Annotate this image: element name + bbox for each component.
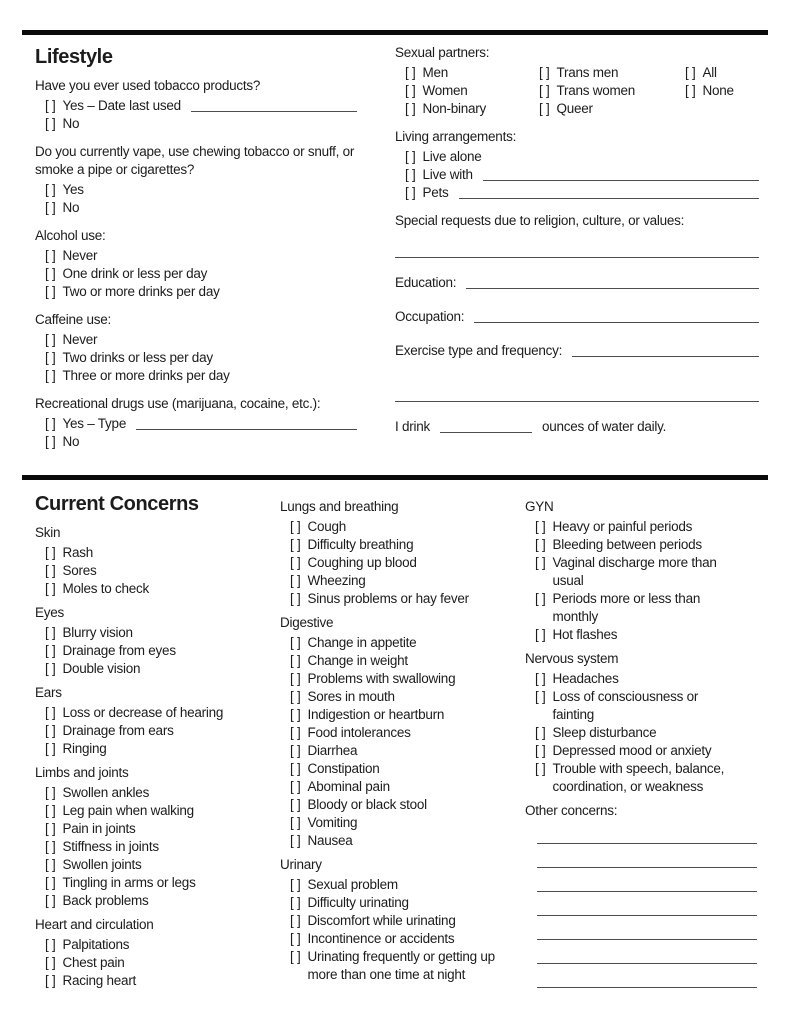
option-label: Hot flashes [552, 627, 618, 642]
option-label: None [702, 83, 734, 98]
option-never [35, 247, 377, 265]
checkbox-all[interactable]: [ ] [685, 65, 696, 80]
option-label: Two drinks or less per day [62, 350, 213, 365]
option-difficulty-urinating [280, 894, 497, 912]
option-label: Three or more drinks per day [62, 368, 230, 383]
option-ringing [35, 740, 272, 758]
option-food-intolerances [280, 724, 497, 742]
option-label: One drink or less per day [62, 266, 208, 281]
group-nervous-system [525, 650, 757, 796]
option-periods-more-or-less-than-monthly [525, 590, 757, 626]
checkbox-sores[interactable]: [ ] [45, 563, 56, 578]
option-problems-with-swallowing [280, 670, 497, 688]
option-label: Drainage from eyes [62, 643, 176, 658]
checkbox-moles-to-check[interactable]: [ ] [45, 581, 56, 596]
option-label: Swollen ankles [62, 785, 150, 800]
checkbox-chest-pain[interactable]: [ ] [45, 955, 56, 970]
checkbox-two-or-more-drinks-per-day[interactable]: [ ] [45, 284, 56, 299]
checkbox-vomiting[interactable]: [ ] [290, 815, 301, 830]
option-heavy-or-painful-periods [525, 518, 757, 536]
option-sexual-problem [280, 876, 497, 894]
option-label: Pets [422, 185, 449, 200]
checkbox-double-vision[interactable]: [ ] [45, 661, 56, 676]
option-wheezing [280, 572, 497, 590]
prompt-recreational-drugs-use-marijuana-cocaine-e: Recreational drugs use (marijuana, cocaine, etc.): [35, 396, 321, 411]
checkbox-abominal-pain[interactable]: [ ] [290, 779, 301, 794]
checkbox-never[interactable]: [ ] [45, 332, 56, 347]
checkbox-cough[interactable]: [ ] [290, 519, 301, 534]
question-have-you-ever-used-tobacco-products [35, 77, 377, 133]
option-label: Yes – Date last used [62, 98, 181, 113]
option-label: Pain in joints [62, 821, 136, 836]
option-label: Men [422, 65, 449, 80]
option-sinus-problems-or-hay-fever [280, 590, 497, 608]
option-swollen-joints [35, 856, 272, 874]
checkbox-swollen-ankles[interactable]: [ ] [45, 785, 56, 800]
option-label: No [62, 116, 80, 131]
option-two-drinks-or-less-per-day [35, 349, 377, 367]
checkbox-difficulty-urinating[interactable]: [ ] [290, 895, 301, 910]
checkbox-periods-more-or-less-than-monthly[interactable]: [ ] [535, 591, 546, 606]
grid-column-1 [395, 64, 529, 118]
option-label: Problems with swallowing [307, 671, 456, 686]
checkbox-yes-date-last-used[interactable]: [ ] [45, 98, 56, 113]
option-label: Periods more or less than monthly [552, 591, 701, 624]
group-skin [35, 524, 272, 598]
write-in-line[interactable] [459, 198, 759, 199]
checkbox-men[interactable]: [ ] [405, 65, 416, 80]
group-digestive [280, 614, 497, 850]
checkbox-change-in-weight[interactable]: [ ] [290, 653, 301, 668]
checkbox-trans-women[interactable]: [ ] [539, 83, 550, 98]
checkbox-change-in-appetite[interactable]: [ ] [290, 635, 301, 650]
option-label: Bloody or black stool [307, 797, 427, 812]
write-in-line[interactable] [483, 180, 759, 181]
option-label: Change in weight [307, 653, 408, 668]
question-do-you-currently-vape-use-chewing-tobacco- [35, 143, 377, 217]
checkbox-wheezing[interactable]: [ ] [290, 573, 301, 588]
checkbox-live-with[interactable]: [ ] [405, 167, 416, 182]
question-sexual-partners [395, 44, 759, 118]
option-label: Depressed mood or anxiety [552, 743, 712, 758]
checkbox-difficulty-breathing[interactable]: [ ] [290, 537, 301, 552]
prompt-caffeine-use: Caffeine use: [35, 312, 112, 327]
write-in-line[interactable] [474, 322, 759, 323]
option-urinating-frequently-or-getting-up-more-th [280, 948, 497, 984]
option-sores [35, 562, 272, 580]
option-hot-flashes [525, 626, 757, 644]
option-label: Double vision [62, 661, 141, 676]
option-label: Blurry vision [62, 625, 133, 640]
prompt-ears: Ears [35, 685, 62, 700]
option-label: Abominal pain [307, 779, 390, 794]
prompt-urinary: Urinary [280, 857, 322, 872]
field-label: Occupation: [395, 309, 465, 324]
section-lifestyle [35, 35, 759, 461]
option-label: Back problems [62, 893, 149, 908]
option-label: All [702, 65, 717, 80]
option-label: Sexual problem [307, 877, 398, 892]
checkbox-constipation[interactable]: [ ] [290, 761, 301, 776]
checkbox-yes-type[interactable]: [ ] [45, 416, 56, 431]
write-in-line[interactable] [537, 892, 757, 916]
option-drainage-from-ears [35, 722, 272, 740]
option-label: Racing heart [62, 973, 137, 988]
option-change-in-weight [280, 652, 497, 670]
option-coughing-up-blood [280, 554, 497, 572]
option-sores-in-mouth [280, 688, 497, 706]
option-live-with [395, 166, 759, 184]
option-no [35, 115, 377, 133]
option-label: Ringing [62, 741, 107, 756]
option-label: Rash [62, 545, 94, 560]
option-label: Change in appetite [307, 635, 417, 650]
option-yes [35, 181, 377, 199]
write-in-line[interactable] [191, 111, 357, 112]
option-depressed-mood-or-anxiety [525, 742, 757, 760]
option-racing-heart [35, 972, 272, 990]
option-no [35, 199, 377, 217]
checkbox-trans-men[interactable]: [ ] [539, 65, 550, 80]
option-label: Never [62, 332, 98, 347]
option-drainage-from-eyes [35, 642, 272, 660]
option-label: Swollen joints [62, 857, 142, 872]
checkbox-stiffness-in-joints[interactable]: [ ] [45, 839, 56, 854]
option-label: Vaginal discharge more than usual [552, 555, 717, 588]
prompt-lungs-and-breathing: Lungs and breathing [280, 499, 399, 514]
prompt-alcohol-use: Alcohol use: [35, 228, 106, 243]
concerns-column-2 [280, 482, 525, 998]
checkbox-heavy-or-painful-periods[interactable]: [ ] [535, 519, 546, 534]
checkbox-sleep-disturbance[interactable]: [ ] [535, 725, 546, 740]
checkbox-depressed-mood-or-anxiety[interactable]: [ ] [535, 743, 546, 758]
group-heart-and-circulation [35, 916, 272, 990]
option-change-in-appetite [280, 634, 497, 652]
checkbox-loss-or-decrease-of-hearing[interactable]: [ ] [45, 705, 56, 720]
option-label: Palpitations [62, 937, 130, 952]
option-label: Tingling in arms or legs [62, 875, 196, 890]
option-queer [529, 100, 675, 118]
option-vomiting [280, 814, 497, 832]
option-men [395, 64, 529, 82]
option-headaches [525, 670, 757, 688]
checkbox-leg-pain-when-walking[interactable]: [ ] [45, 803, 56, 818]
option-label: Yes [62, 182, 84, 197]
option-label: Trans men [556, 65, 619, 80]
checkbox-no[interactable]: [ ] [45, 434, 56, 449]
option-difficulty-breathing [280, 536, 497, 554]
checkbox-trouble-with-speech-balance-coordination-o[interactable]: [ ] [535, 761, 546, 776]
checkbox-palpitations[interactable]: [ ] [45, 937, 56, 952]
option-women [395, 82, 529, 100]
checkbox-food-intolerances[interactable]: [ ] [290, 725, 301, 740]
option-none [675, 82, 759, 100]
option-label: Sores in mouth [307, 689, 395, 704]
question-alcohol-use [35, 227, 377, 301]
lifestyle-right-column [395, 35, 759, 461]
option-constipation [280, 760, 497, 778]
option-label: Two or more drinks per day [62, 284, 220, 299]
option-vaginal-discharge-more-than-usual [525, 554, 757, 590]
option-label: Urinating frequently or getting up more than one time at night [307, 949, 495, 982]
option-no [35, 433, 377, 451]
prompt-special-requests-due-to-religion-culture-o: Special requests due to religion, culture, or values: [395, 213, 685, 228]
grid-column-3 [675, 64, 759, 118]
option-rash [35, 544, 272, 562]
sentence-water-intake [395, 418, 759, 436]
option-label: Trouble with speech, balance, coordination, or weakness [552, 761, 725, 794]
option-loss-of-consciousness-or-fainting [525, 688, 757, 724]
option-label: Wheezing [307, 573, 366, 588]
option-three-or-more-drinks-per-day [35, 367, 377, 385]
checkbox-headaches[interactable]: [ ] [535, 671, 546, 686]
concerns-column-1 [35, 482, 280, 998]
group-gyn [525, 498, 757, 644]
checkbox-live-alone[interactable]: [ ] [405, 149, 416, 164]
option-swollen-ankles [35, 784, 272, 802]
option-indigestion-or-heartburn [280, 706, 497, 724]
checkbox-women[interactable]: [ ] [405, 83, 416, 98]
checkbox-loss-of-consciousness-or-fainting[interactable]: [ ] [535, 689, 546, 704]
prompt-sexual-partners: Sexual partners: [395, 45, 490, 60]
option-label: Never [62, 248, 98, 263]
option-never [35, 331, 377, 349]
option-label: Nausea [307, 833, 353, 848]
option-loss-or-decrease-of-hearing [35, 704, 272, 722]
option-label: No [62, 434, 80, 449]
option-label: Non-binary [422, 101, 487, 116]
field-education [395, 274, 759, 292]
option-double-vision [35, 660, 272, 678]
option-trouble-with-speech-balance-coordination-o [525, 760, 757, 796]
prompt-living-arrangements: Living arrangements: [395, 129, 517, 144]
option-label: Women [422, 83, 468, 98]
option-trans-women [529, 82, 675, 100]
checkbox-sores-in-mouth[interactable]: [ ] [290, 689, 301, 704]
option-yes-date-last-used [35, 97, 377, 115]
checkbox-pain-in-joints[interactable]: [ ] [45, 821, 56, 836]
option-label: Headaches [552, 671, 619, 686]
checkbox-bloody-or-black-stool[interactable]: [ ] [290, 797, 301, 812]
write-in-line[interactable] [537, 868, 757, 892]
option-label: No [62, 200, 80, 215]
group-eyes [35, 604, 272, 678]
option-live-alone [395, 148, 759, 166]
option-palpitations [35, 936, 272, 954]
checkbox-discomfort-while-urinating[interactable]: [ ] [290, 913, 301, 928]
write-in-line[interactable] [537, 964, 757, 988]
prompt-other-concerns: Other concerns: [525, 803, 618, 818]
checkbox-sexual-problem[interactable]: [ ] [290, 877, 301, 892]
option-label: Loss or decrease of hearing [62, 705, 224, 720]
concerns-column-3 [525, 482, 759, 998]
prompt-nervous-system: Nervous system [525, 651, 619, 666]
write-in-line[interactable] [537, 940, 757, 964]
checkbox-problems-with-swallowing[interactable]: [ ] [290, 671, 301, 686]
option-label: Stiffness in joints [62, 839, 159, 854]
option-label: Moles to check [62, 581, 150, 596]
checkbox-yes[interactable]: [ ] [45, 182, 56, 197]
option-label: Incontinence or accidents [307, 931, 455, 946]
checkbox-tingling-in-arms-or-legs[interactable]: [ ] [45, 875, 56, 890]
group-lungs-and-breathing [280, 498, 497, 608]
checkbox-none[interactable]: [ ] [685, 83, 696, 98]
write-in-line[interactable] [537, 916, 757, 940]
checkbox-blurry-vision[interactable]: [ ] [45, 625, 56, 640]
option-sleep-disturbance [525, 724, 757, 742]
checkbox-queer[interactable]: [ ] [539, 101, 550, 116]
prompt-do-you-currently-vape-use-chewing-tobacco-: Do you currently vape, use chewing tobacco or snuff, or smoke a pipe or cigarettes? [35, 144, 355, 177]
checkbox-non-binary[interactable]: [ ] [405, 101, 416, 116]
group-ears [35, 684, 272, 758]
checkbox-bleeding-between-periods[interactable]: [ ] [535, 537, 546, 552]
write-in-line[interactable] [537, 820, 757, 844]
option-label: Diarrhea [307, 743, 358, 758]
option-label: Constipation [307, 761, 380, 776]
option-non-binary [395, 100, 529, 118]
section-title-lifestyle: Lifestyle [35, 46, 113, 68]
option-label: Difficulty urinating [307, 895, 409, 910]
checkbox-nausea[interactable]: [ ] [290, 833, 301, 848]
checkbox-sinus-problems-or-hay-fever[interactable]: [ ] [290, 591, 301, 606]
option-back-problems [35, 892, 272, 910]
option-bloody-or-black-stool [280, 796, 497, 814]
option-abominal-pain [280, 778, 497, 796]
checkbox-never[interactable]: [ ] [45, 248, 56, 263]
checkbox-drainage-from-eyes[interactable]: [ ] [45, 643, 56, 658]
option-two-or-more-drinks-per-day [35, 283, 377, 301]
group-urinary [280, 856, 497, 984]
write-in-line[interactable] [395, 376, 759, 402]
block-other-concerns [525, 802, 757, 988]
checkbox-ringing[interactable]: [ ] [45, 741, 56, 756]
write-in-line[interactable] [537, 844, 757, 868]
group-limbs-and-joints [35, 764, 272, 910]
checkbox-urinating-frequently-or-getting-up-more-th[interactable]: [ ] [290, 949, 301, 964]
checkbox-no[interactable]: [ ] [45, 116, 56, 131]
option-label: Sleep disturbance [552, 725, 657, 740]
checkbox-incontinence-or-accidents[interactable]: [ ] [290, 931, 301, 946]
option-discomfort-while-urinating [280, 912, 497, 930]
field-label: Exercise type and frequency: [395, 343, 563, 358]
option-label: Indigestion or heartburn [307, 707, 445, 722]
option-all [675, 64, 759, 82]
write-in-line[interactable] [395, 232, 759, 258]
option-pets [395, 184, 759, 202]
option-label: Chest pain [62, 955, 125, 970]
option-label: Trans women [556, 83, 636, 98]
checkbox-rash[interactable]: [ ] [45, 545, 56, 560]
checkbox-back-problems[interactable]: [ ] [45, 893, 56, 908]
sentence-before: I drink [395, 419, 431, 434]
field-label: Education: [395, 275, 457, 290]
option-label: Heavy or painful periods [552, 519, 693, 534]
checkbox-diarrhea[interactable]: [ ] [290, 743, 301, 758]
write-in-line[interactable] [136, 429, 357, 430]
prompt-limbs-and-joints: Limbs and joints [35, 765, 129, 780]
option-label: Live alone [422, 149, 482, 164]
option-label: Sinus problems or hay fever [307, 591, 469, 606]
block-special-requests-due-to-religion-culture-o [395, 212, 759, 258]
option-label: Cough [307, 519, 347, 534]
option-label: Yes – Type [62, 416, 127, 431]
grid-column-2 [529, 64, 675, 118]
option-incontinence-or-accidents [280, 930, 497, 948]
write-in-line[interactable] [466, 288, 759, 289]
option-label: Queer [556, 101, 593, 116]
option-tingling-in-arms-or-legs [35, 874, 272, 892]
checkbox-three-or-more-drinks-per-day[interactable]: [ ] [45, 368, 56, 383]
write-in-line[interactable] [572, 356, 759, 357]
option-cough [280, 518, 497, 536]
option-chest-pain [35, 954, 272, 972]
option-bleeding-between-periods [525, 536, 757, 554]
option-pain-in-joints [35, 820, 272, 838]
checkbox-one-drink-or-less-per-day[interactable]: [ ] [45, 266, 56, 281]
write-in-line[interactable] [440, 432, 532, 433]
field-exercise-type-and-frequency [395, 342, 759, 360]
option-nausea [280, 832, 497, 850]
field-occupation [395, 308, 759, 326]
checkbox-grid [395, 64, 759, 118]
option-label: Coughing up blood [307, 555, 417, 570]
checkbox-two-drinks-or-less-per-day[interactable]: [ ] [45, 350, 56, 365]
option-yes-type [35, 415, 377, 433]
question-living-arrangements [395, 128, 759, 202]
question-recreational-drugs-use-marijuana-cocaine-e [35, 395, 377, 451]
prompt-digestive: Digestive [280, 615, 334, 630]
option-label: Drainage from ears [62, 723, 174, 738]
option-diarrhea [280, 742, 497, 760]
option-blurry-vision [35, 624, 272, 642]
option-label: Loss of consciousness or fainting [552, 689, 699, 722]
checkbox-vaginal-discharge-more-than-usual[interactable]: [ ] [535, 555, 546, 570]
question-caffeine-use [35, 311, 377, 385]
option-label: Leg pain when walking [62, 803, 194, 818]
checkbox-swollen-joints[interactable]: [ ] [45, 857, 56, 872]
prompt-eyes: Eyes [35, 605, 65, 620]
checkbox-hot-flashes[interactable]: [ ] [535, 627, 546, 642]
option-leg-pain-when-walking [35, 802, 272, 820]
checkbox-racing-heart[interactable]: [ ] [45, 973, 56, 988]
lifestyle-left-column [35, 35, 395, 461]
checkbox-drainage-from-ears[interactable]: [ ] [45, 723, 56, 738]
checkbox-coughing-up-blood[interactable]: [ ] [290, 555, 301, 570]
checkbox-no[interactable]: [ ] [45, 200, 56, 215]
option-moles-to-check [35, 580, 272, 598]
section-current-concerns [35, 480, 759, 998]
option-trans-men [529, 64, 675, 82]
checkbox-pets[interactable]: [ ] [405, 185, 416, 200]
sentence-after: ounces of water daily. [542, 419, 667, 434]
option-label: Vomiting [307, 815, 358, 830]
prompt-gyn: GYN [525, 499, 554, 514]
option-one-drink-or-less-per-day [35, 265, 377, 283]
option-stiffness-in-joints [35, 838, 272, 856]
option-label: Sores [62, 563, 97, 578]
option-label: Food intolerances [307, 725, 411, 740]
prompt-have-you-ever-used-tobacco-products: Have you ever used tobacco products? [35, 78, 261, 93]
option-label: Bleeding between periods [552, 537, 702, 552]
option-label: Live with [422, 167, 473, 182]
prompt-heart-and-circulation: Heart and circulation [35, 917, 154, 932]
option-label: Difficulty breathing [307, 537, 414, 552]
prompt-skin: Skin [35, 525, 61, 540]
option-label: Discomfort while urinating [307, 913, 456, 928]
section-title-current-concerns: Current Concerns [35, 493, 199, 515]
checkbox-indigestion-or-heartburn[interactable]: [ ] [290, 707, 301, 722]
